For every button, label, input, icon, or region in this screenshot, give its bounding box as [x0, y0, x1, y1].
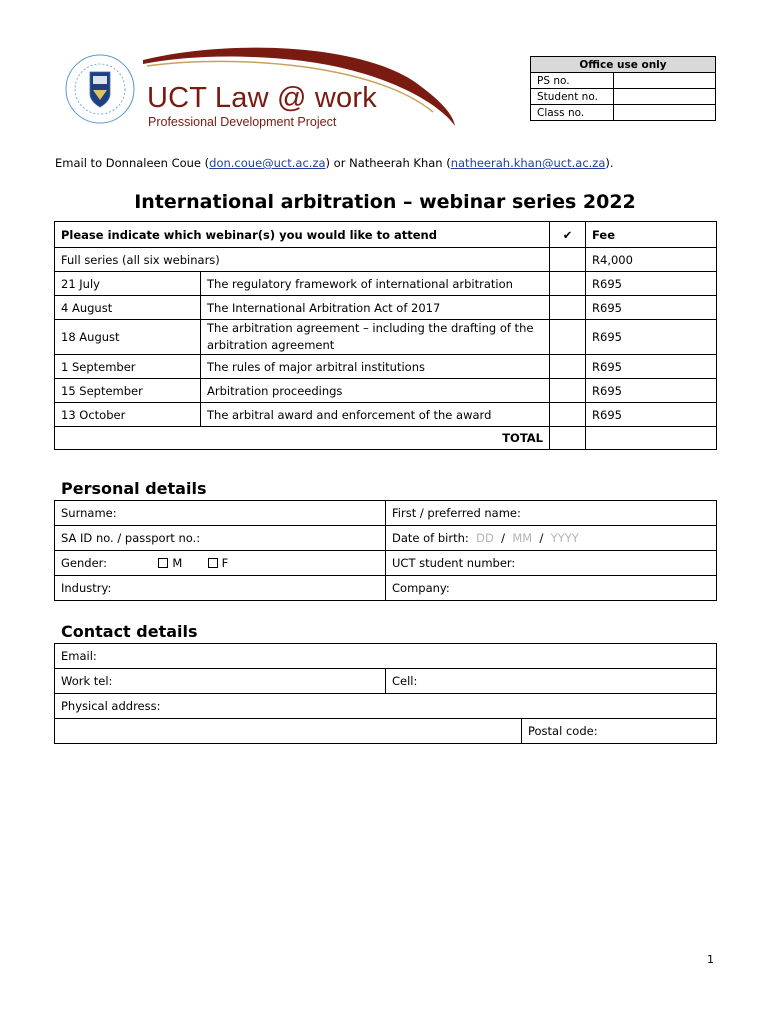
gender-m-checkbox[interactable] [158, 558, 168, 568]
session-fee: R695 [586, 355, 717, 379]
table-row [55, 669, 717, 694]
table-row [55, 576, 717, 601]
dob-label: Date of birth: [392, 531, 469, 545]
email-instructions [55, 156, 614, 170]
session-topic: Arbitration proceedings [201, 379, 550, 403]
student-no-field[interactable] [614, 89, 716, 105]
session-select-cell[interactable] [550, 379, 586, 403]
webinar-header-label: Please indicate which webinar(s) you would like to attend [55, 222, 550, 248]
fee-header: Fee [586, 222, 717, 248]
address-field[interactable] [55, 694, 717, 719]
company-label: Company: [392, 581, 450, 595]
id-number-label: SA ID no. / passport no.: [61, 531, 201, 545]
session-date: 21 July [55, 272, 201, 296]
postal-code-label: Postal code: [528, 724, 598, 738]
gender-m-label: M [172, 556, 183, 570]
first-name-label: First / preferred name: [392, 506, 521, 520]
session-select-cell[interactable] [550, 296, 586, 320]
dob-day-placeholder[interactable]: DD [476, 531, 494, 545]
cell-field[interactable] [386, 669, 717, 694]
class-no-field[interactable] [614, 105, 716, 121]
address-label: Physical address: [61, 699, 161, 713]
email-link-natheerah[interactable]: natheerah.khan@uct.ac.za [450, 156, 606, 170]
gender-f-checkbox[interactable] [208, 558, 218, 568]
total-fee-field[interactable] [586, 427, 717, 450]
total-check-cell [550, 427, 586, 450]
ps-no-field[interactable] [614, 73, 716, 89]
table-row [55, 296, 717, 320]
table-row [55, 526, 717, 551]
session-date: 1 September [55, 355, 201, 379]
checkmark-icon: ✔ [550, 222, 586, 248]
session-topic: The rules of major arbitral institutions [201, 355, 550, 379]
industry-label: Industry: [61, 581, 112, 595]
page-number: 1 [707, 953, 714, 966]
email-middle: ) or Natheerah Khan ( [325, 156, 451, 170]
student-number-field[interactable] [386, 551, 717, 576]
work-tel-field[interactable] [55, 669, 386, 694]
logo-title: UCT Law @ work [147, 82, 377, 114]
office-row [531, 89, 716, 105]
session-select-cell[interactable] [550, 403, 586, 427]
dob-separator: / [501, 531, 505, 545]
webinar-header-row [55, 222, 717, 248]
gender-f-label: F [221, 556, 229, 570]
session-select-cell[interactable] [550, 272, 586, 296]
personal-details-table [54, 500, 717, 601]
session-select-cell[interactable] [550, 320, 586, 355]
table-row [55, 551, 717, 576]
session-date: 13 October [55, 403, 201, 427]
ps-no-label: PS no. [531, 73, 614, 89]
table-row [55, 694, 717, 719]
session-date: 15 September [55, 379, 201, 403]
session-topic: The arbitral award and enforcement of the award [201, 403, 550, 427]
session-fee: R695 [586, 272, 717, 296]
session-fee: R695 [586, 403, 717, 427]
table-row [55, 379, 717, 403]
first-name-field[interactable] [386, 501, 717, 526]
company-field[interactable] [386, 576, 717, 601]
contact-details-table [54, 643, 717, 744]
session-date: 4 August [55, 296, 201, 320]
total-row [55, 427, 717, 450]
student-no-label: Student no. [531, 89, 614, 105]
table-row [55, 403, 717, 427]
office-use-title: Office use only [531, 57, 716, 73]
office-use-table [530, 56, 716, 121]
table-row [55, 355, 717, 379]
office-row [531, 73, 716, 89]
full-series-row [55, 248, 717, 272]
address-continued-field[interactable] [55, 719, 522, 744]
session-topic: The International Arbitration Act of 2017 [201, 296, 550, 320]
table-row [55, 719, 717, 744]
session-fee: R695 [586, 320, 717, 355]
dob-separator: / [539, 531, 544, 545]
session-fee: R695 [586, 296, 717, 320]
table-row [55, 320, 717, 355]
dob-field[interactable] [386, 526, 717, 551]
session-date: 18 August [55, 320, 201, 355]
gender-label: Gender: [61, 556, 108, 570]
table-row [55, 644, 717, 669]
table-row [55, 272, 717, 296]
student-number-label: UCT student number: [392, 556, 516, 570]
email-link-don[interactable]: don.coue@uct.ac.za [209, 156, 326, 170]
work-tel-label: Work tel: [61, 674, 113, 688]
dob-year-placeholder[interactable]: YYYY [550, 531, 579, 545]
cell-label: Cell: [392, 674, 418, 688]
session-topic: The arbitration agreement – including the drafting of the arbitration agreement [201, 320, 550, 355]
session-select-cell[interactable] [550, 355, 586, 379]
gender-field [55, 551, 386, 576]
email-prefix: Email to Donnaleen Coue ( [55, 156, 210, 170]
session-fee: R695 [586, 379, 717, 403]
class-no-label: Class no. [531, 105, 614, 121]
logo-subtitle: Professional Development Project [148, 115, 337, 129]
dob-month-placeholder[interactable]: MM [512, 531, 533, 545]
surname-label: Surname: [61, 506, 117, 520]
surname-field[interactable] [55, 501, 386, 526]
full-series-label: Full series (all six webinars) [55, 248, 550, 272]
email-suffix: ). [605, 156, 614, 170]
table-row [55, 501, 717, 526]
office-row [531, 105, 716, 121]
webinar-table [54, 221, 717, 450]
id-number-field[interactable] [55, 526, 386, 551]
session-topic: The regulatory framework of international arbitration [201, 272, 550, 296]
industry-field[interactable] [55, 576, 386, 601]
total-label: TOTAL [55, 427, 550, 450]
email-label: Email: [61, 649, 97, 663]
personal-details-heading: Personal details [61, 479, 207, 498]
postal-code-field[interactable] [522, 719, 717, 744]
contact-details-heading: Contact details [61, 622, 198, 641]
page-title: International arbitration – webinar series 2022 [134, 191, 636, 213]
full-series-fee: R4,000 [586, 248, 717, 272]
email-field[interactable] [55, 644, 717, 669]
full-series-select-cell[interactable] [550, 248, 586, 272]
uct-logo [55, 42, 465, 142]
